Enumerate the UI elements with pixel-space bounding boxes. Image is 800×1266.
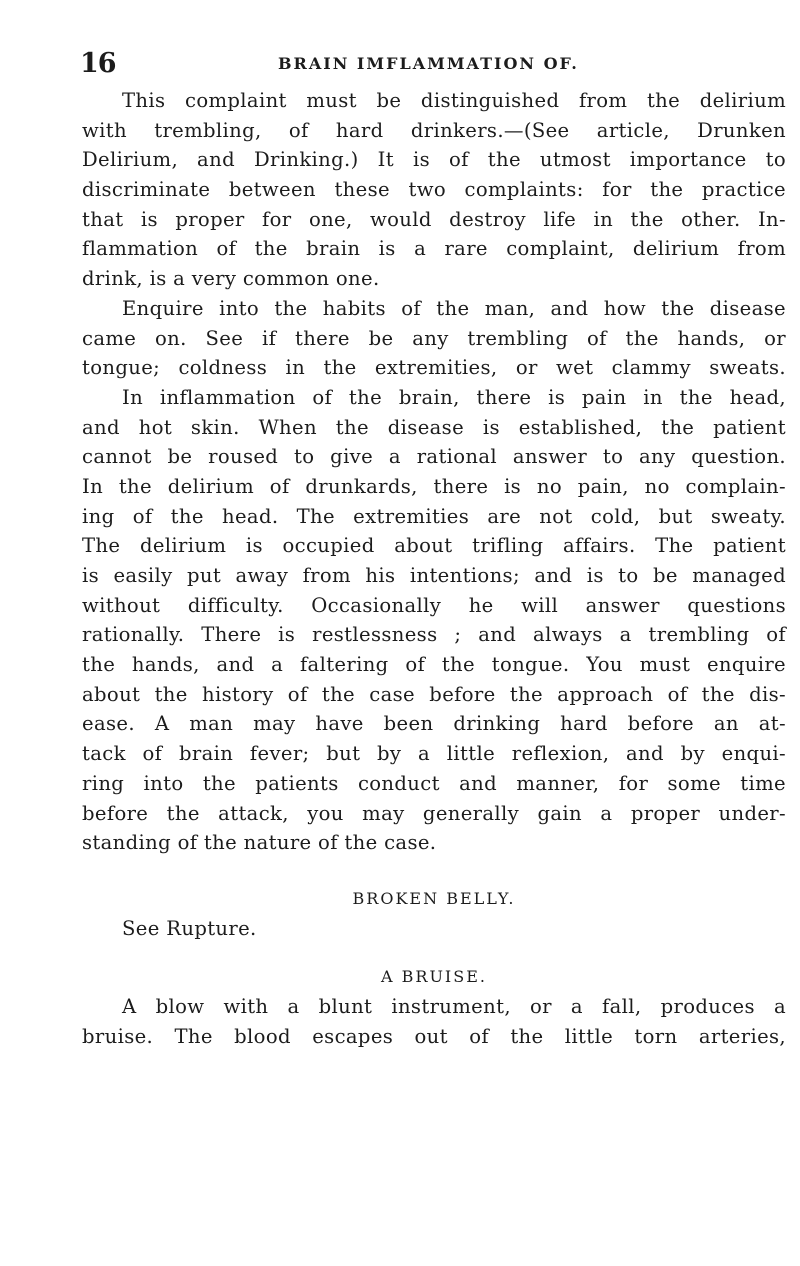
text-line: about the history of the case before the approach of the dis- [82, 682, 786, 706]
text-line: with trembling, of hard drinkers.—(See article, Drunken [82, 118, 786, 142]
text-line: tack of brain fever; but by a little reflexion, and by enqui- [82, 742, 786, 766]
text-line: rationally. There is restlessness ; and always a trembling of [82, 623, 786, 647]
section-heading: BROKEN BELLY. [352, 888, 516, 908]
text-line: without difficulty. Occasionally he will answer questions [82, 593, 786, 617]
text-line: Enquire into the habits of the man, and how the disease [122, 296, 786, 320]
text-line: ring into the patients conduct and manner, for some time [82, 771, 786, 795]
text-line: ing of the head. The extremities are not cold, but sweaty. [82, 504, 786, 528]
paragraph [82, 294, 786, 383]
text-line: See Rupture. [122, 916, 257, 940]
text-line: ease. A man may have been drinking hard before an at- [82, 712, 786, 736]
text-line: tongue; coldness in the extremities, or wet clammy sweats. [82, 356, 786, 380]
running-head [80, 48, 770, 78]
paragraph [82, 86, 786, 294]
text-line: In the delirium of drunkards, there is no pain, no complain- [82, 474, 786, 498]
section-a-bruise [82, 962, 786, 1051]
section-broken-belly [82, 884, 786, 943]
text-line: drink, is a very common one. [82, 267, 380, 291]
text-line: Delirium, and Drinking.) It is of the utmost importance to [82, 148, 786, 172]
text-line: before the attack, you may generally gain a proper under- [82, 801, 786, 825]
text-line: This complaint must be distinguished from the delirium [122, 89, 786, 112]
section-heading: A BRUISE. [381, 967, 487, 987]
text-line: cannot be roused to give a rational answer to any question. [82, 445, 786, 469]
page-number: 16 [80, 48, 116, 79]
text-line: A blow with a blunt instrument, or a fall, produces a [122, 994, 786, 1018]
text-line: bruise. The blood escapes out of the little torn arteries, [82, 1024, 786, 1048]
body-text [82, 86, 786, 1051]
paragraph [82, 383, 786, 858]
text-line: the hands, and a faltering of the tongue. You must enquire [82, 653, 786, 677]
text-line: discriminate between these two complaints: for the practice [82, 178, 786, 202]
text-line: that is proper for one, would destroy life in the other. In- [82, 207, 786, 231]
text-line: is easily put away from his intentions; and is to be managed [82, 564, 786, 587]
running-title: BRAIN IMFLAMMATION OF. [278, 54, 579, 73]
text-line: and hot skin. When the disease is established, the patient [82, 415, 786, 439]
text-line: standing of the nature of the case. [82, 831, 437, 855]
text-line: In inflammation of the brain, there is pain in the head, [122, 385, 786, 409]
text-line: flammation of the brain is a rare complaint, delirium from [82, 237, 786, 261]
text-line: came on. See if there be any trembling of the hands, or [82, 326, 786, 350]
text-line: The delirium is occupied about trifling affairs. The patient [82, 534, 786, 558]
